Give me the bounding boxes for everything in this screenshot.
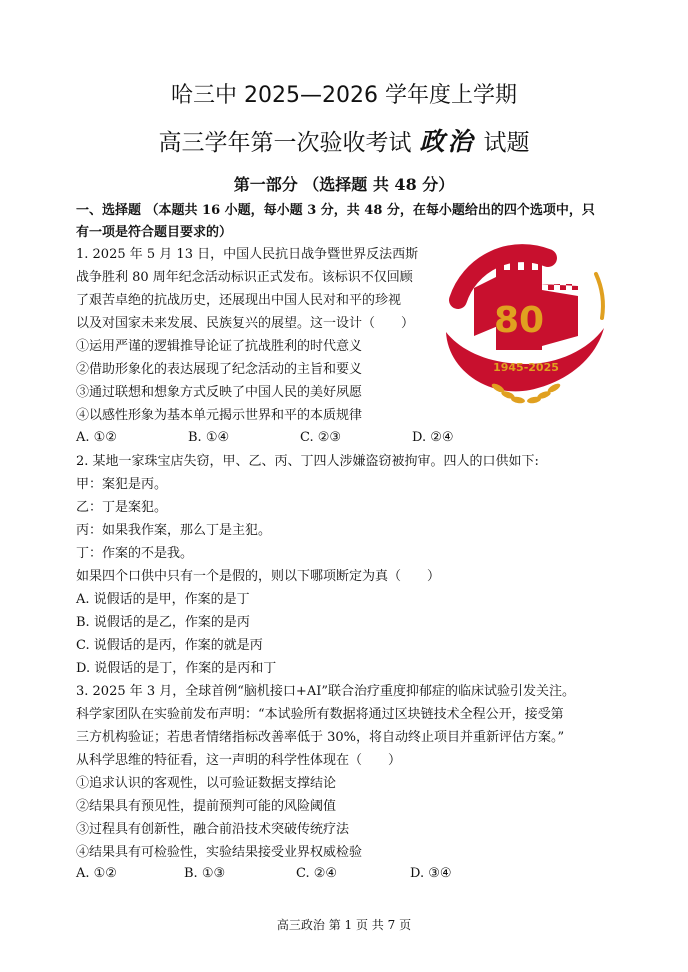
subtitle-suffix: 试题: [483, 130, 530, 156]
q3-choice: ②结果具有预见性，提前预判可能的风险阈值: [76, 799, 337, 814]
q3-line: 三方机构验证；若患者情绪指标改善率低于 30%，将自动终止项目并重新评估方案。”: [76, 730, 565, 745]
q3-option-d: D. ③④: [410, 866, 452, 881]
logo-number: 80: [493, 300, 545, 341]
subtitle-prefix: 高三学年第一次验收考试: [158, 130, 412, 156]
q2-line: 如果四个口供中只有一个是假的，则以下哪项断定为真（ ）: [76, 569, 441, 584]
exam-subtitle: [0, 122, 688, 158]
q2-option-b: B. 说假话的是乙，作案的是丙: [76, 615, 250, 630]
q3-option-b: B. ①③: [184, 866, 226, 881]
q2-statement: 丙：如果我作案，那么丁是主犯。: [76, 523, 272, 538]
logo-years: 1945-2025: [493, 361, 559, 374]
q2-option-a: A. 说假话的是甲，作案的是丁: [76, 592, 250, 607]
q1-line: 以及对国家未来发展、民族复兴的展望。这一设计（ ）: [76, 316, 415, 331]
q3-line: 从科学思维的特征看，这一声明的科学性体现在（ ）: [76, 753, 402, 768]
anniversary-logo: [438, 240, 613, 412]
part-title: 第一部分 （选择题 共 48 分）: [233, 175, 455, 194]
q3-option-a: A. ①②: [76, 866, 117, 881]
q2-statement: 丁：作案的不是我。: [76, 546, 194, 561]
q1-line: 1. 2025 年 5 月 13 日，中国人民抗日战争暨世界反法西斯: [76, 247, 419, 262]
q2-line: 2. 某地一家珠宝店失窃，甲、乙、丙、丁四人涉嫌盗窃被拘审。四人的口供如下:: [76, 454, 539, 469]
q3-line: 3. 2025 年 3 月，全球首例“脑机接口+AI”联合治疗重度抑郁症的临床试验引发关注。: [76, 684, 575, 699]
q1-line: 战争胜利 80 周年纪念活动标识正式发布。该标识不仅回顾: [76, 270, 413, 285]
q1-choice: ①运用严谨的逻辑推导论证了抗战胜利的时代意义: [76, 339, 363, 354]
q1-choice: ④以感性形象为基本单元揭示世界和平的本质规律: [76, 408, 363, 423]
q2-statement: 乙：丁是案犯。: [76, 500, 168, 515]
q3-choice: ③过程具有创新性，融合前沿技术突破传统疗法: [76, 822, 350, 837]
page-footer: 高三政治 第 1 页 共 7 页: [276, 918, 412, 932]
q1-option-b: B. ①④: [188, 430, 230, 445]
q2-option-d: D. 说假话的是丁，作案的是丙和丁: [76, 661, 277, 676]
section-instruction-line2: 有一项是符合题目要求的）: [76, 225, 233, 240]
q3-option-c: C. ②④: [296, 866, 338, 881]
exam-title: 哈三中 2025—2026 学年度上学期: [171, 83, 517, 108]
q1-choice: ②借助形象化的表达展现了纪念活动的主旨和要义: [76, 362, 363, 377]
q3-choice: ①追求认识的客观性，以可验证数据支撑结论: [76, 776, 337, 791]
q2-statement: 甲：案犯是丙。: [76, 477, 168, 492]
q1-choice: ③通过联想和想象方式反映了中国人民的美好夙愿: [76, 385, 363, 400]
q1-option-d: D. ②④: [412, 430, 454, 445]
q3-choice: ④结果具有可检验性，实验结果接受业界权威检验: [76, 845, 363, 860]
q2-option-c: C. 说假话的是丙，作案的就是丙: [76, 638, 263, 653]
q1-option-a: A. ①②: [76, 430, 117, 445]
subject-name: 政治: [419, 127, 476, 156]
section-instruction-line1: 一、选择题 （本题共 16 小题，每小题 3 分，共 48 分，在每小题给出的四个选项中，只: [76, 203, 595, 218]
q1-line: 了艰苦卓绝的抗战历史，还展现出中国人民对和平的珍视: [76, 293, 402, 308]
q1-option-c: C. ②③: [300, 430, 342, 445]
q3-line: 科学家团队在实验前发布声明：“本试验所有数据将通过区块链技术全程公开，接受第: [76, 707, 564, 722]
